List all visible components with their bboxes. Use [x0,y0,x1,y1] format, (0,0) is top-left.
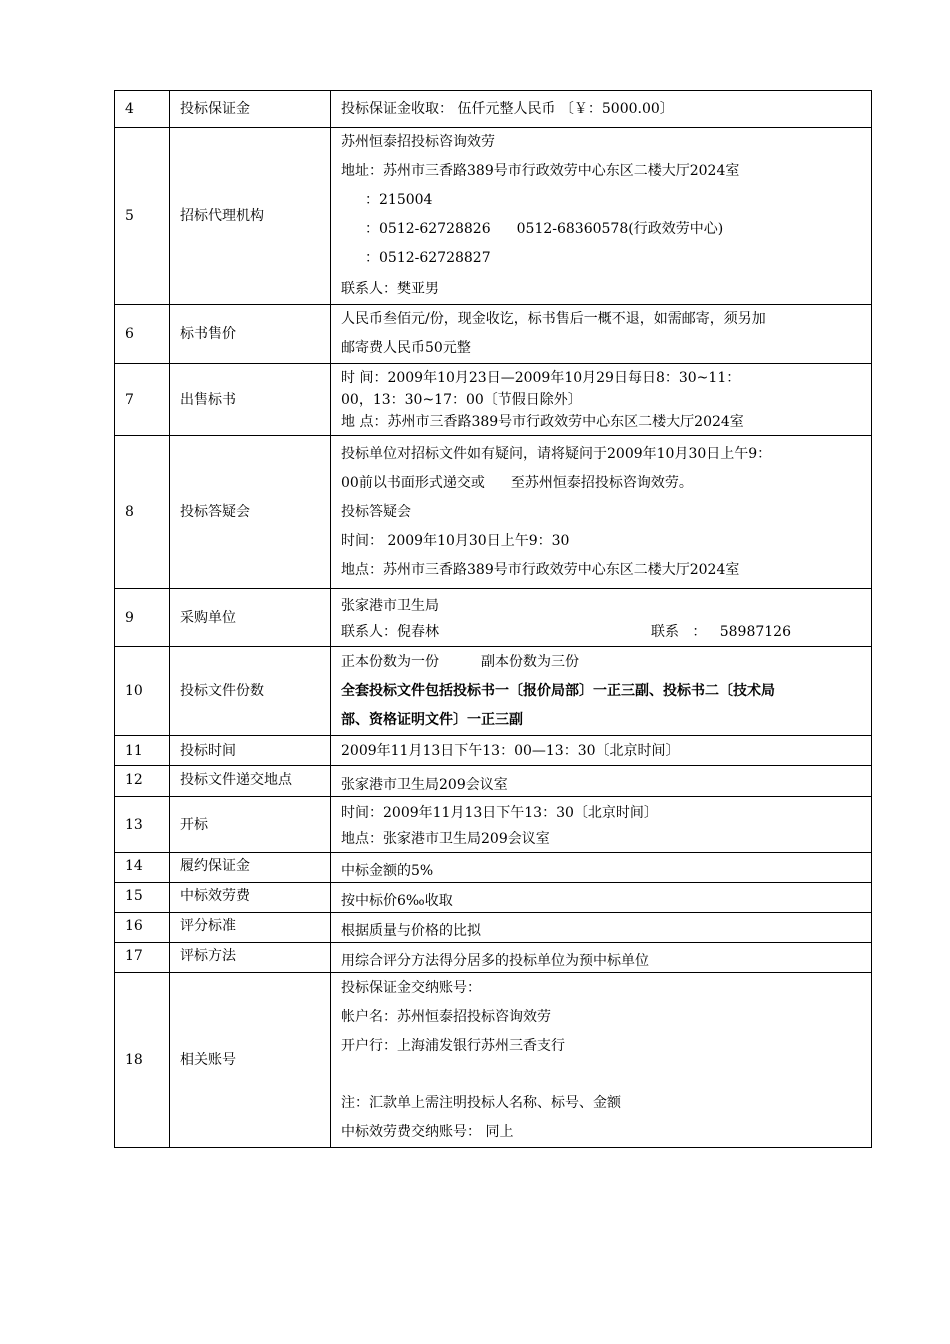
detail-line: 张家港市卫生局209会议室 [341,777,508,793]
row-item: 履约保证金 [170,853,331,883]
detail-line: 联系人：樊亚男 [341,281,439,297]
row-detail [331,943,872,973]
contact-label: 联系 [651,624,679,640]
detail-line: 地点：苏州市三香路389号市行政效劳中心东区二楼大厅2024室 [341,561,740,578]
row-item: 评标方法 [170,943,331,973]
table-row [115,647,872,736]
detail-line: 注：汇款单上需注明投标人名称、标号、金额 [341,1094,621,1111]
table-row [115,853,872,883]
detail-line: 00，13：30~17：00〔节假日除外〕 [341,391,582,408]
row-number: 12 [115,766,170,797]
row-number: 5 [115,128,170,305]
detail-line: 时间：2009年11月13日下午13：30〔北京时间〕 [341,805,658,821]
row-number: 6 [115,305,170,364]
detail-line: 中标金额的5% [341,863,434,879]
row-number: 11 [115,736,170,766]
duplicate-copies: 副本份数为三份 [481,653,579,670]
phone-number: ：0512-62728826 [365,221,491,237]
row-item: 标书售价 [170,305,331,364]
row-number: 15 [115,883,170,913]
row-detail [331,973,872,1148]
row-detail [331,647,872,736]
detail-line: 投标单位对招标文件如有疑问，请将疑问于2009年10月30日上午9： [341,445,772,462]
row-item: 开标 [170,797,331,853]
detail-line: 邮寄费人民币50元整 [341,340,471,356]
submit-target: 至苏州恒泰招投标咨询效劳。 [510,474,693,491]
row-detail [331,128,872,305]
detail-line: 中标效劳费交纳账号： 同上 [341,1123,514,1140]
row-number: 4 [115,91,170,128]
row-item: 投标答疑会 [170,436,331,589]
contact-phone: 58987126 [719,624,791,640]
row-number: 8 [115,436,170,589]
row-item: 评分标准 [170,913,331,943]
row-detail [331,736,872,766]
row-item: 投标保证金 [170,91,331,128]
detail-line: 苏州恒泰招投标咨询效劳 [341,134,495,150]
table-row [115,436,872,589]
table-row [115,973,872,1148]
spacer [341,1061,871,1089]
phone-number-2: 0512-68360578(行政效劳中心) [516,221,724,237]
bid-info-table [114,90,872,1148]
contact-colon: ： [692,624,707,640]
table-row [115,883,872,913]
detail-line: 张家港市卫生局 [341,598,439,614]
row-item: 采购单位 [170,589,331,647]
detail-line: 时 间：2009年10月23日—2009年10月29日每日8：30~11： [341,369,741,386]
row-item: 投标文件份数 [170,647,331,736]
row-item: 投标时间 [170,736,331,766]
detail-line: 2009年11月13日下午13：00—13：30〔北京时间〕 [341,742,680,759]
row-item: 中标效劳费 [170,883,331,913]
detail-line: 按中标价6‰收取 [341,893,453,909]
row-item: 投标文件递交地点 [170,766,331,797]
row-detail [331,913,872,943]
detail-line [341,469,871,498]
table-row [115,943,872,973]
detail-line [341,648,871,677]
row-item: 出售标书 [170,364,331,436]
detail-line: 地址：苏州市三香路389号市行政效劳中心东区二楼大厅2024室 [341,163,740,179]
detail-line: 时间： 2009年10月30日上午9：30 [341,532,570,549]
row-number: 7 [115,364,170,436]
table-row [115,128,872,305]
table-row [115,364,872,436]
row-item: 相关账号 [170,973,331,1148]
detail-line: 全套投标文件包括投标书一〔报价局部〕一正三副、投标书二〔技术局 [341,682,775,699]
row-detail [331,364,872,436]
detail-line: ：0512-62728827 [365,250,491,266]
table-row [115,736,872,766]
submit-method: 00前以书面形式递交或 [341,474,485,491]
row-detail [331,766,872,797]
row-number: 16 [115,913,170,943]
table-row [115,766,872,797]
table-row [115,91,872,128]
row-item: 招标代理机构 [170,128,331,305]
table-row [115,797,872,853]
detail-line: 投标保证金收取： 伍仟元整人民币 〔￥：5000.00〕 [341,101,674,117]
original-copies: 正本份数为一份 [341,653,439,670]
row-number: 10 [115,647,170,736]
detail-line: 部、资格证明文件〕一正三副 [341,711,523,728]
row-number: 13 [115,797,170,853]
row-number: 14 [115,853,170,883]
row-detail [331,91,872,128]
detail-line: 人民币叁佰元/份，现金收讫，标书售后一概不退，如需邮寄，须另加 [341,311,766,327]
detail-line: 投标保证金交纳账号： [341,979,481,996]
detail-line: ：215004 [365,192,433,208]
row-detail [331,305,872,364]
row-detail [331,853,872,883]
detail-line: 帐户名：苏州恒泰招投标咨询效劳 [341,1008,551,1025]
detail-line: 根据质量与价格的比拟 [341,923,481,939]
table-row [115,589,872,647]
row-detail [331,797,872,853]
table-row [115,305,872,364]
row-detail [331,589,872,647]
row-number: 9 [115,589,170,647]
detail-line: 用综合评分方法得分居多的投标单位为预中标单位 [341,953,649,969]
row-number: 18 [115,973,170,1148]
detail-line [341,215,871,244]
row-detail [331,883,872,913]
contact-person: 联系人：倪春林 [341,624,439,640]
row-number: 17 [115,943,170,973]
detail-line: 投标答疑会 [341,503,411,520]
detail-line: 地 点：苏州市三香路389号市行政效劳中心东区二楼大厅2024室 [341,413,744,430]
detail-line: 开户行：上海浦发银行苏州三香支行 [341,1037,565,1054]
table-row [115,913,872,943]
row-detail [331,436,872,589]
detail-line: 地点：张家港市卫生局209会议室 [341,831,550,847]
detail-line [341,621,871,643]
